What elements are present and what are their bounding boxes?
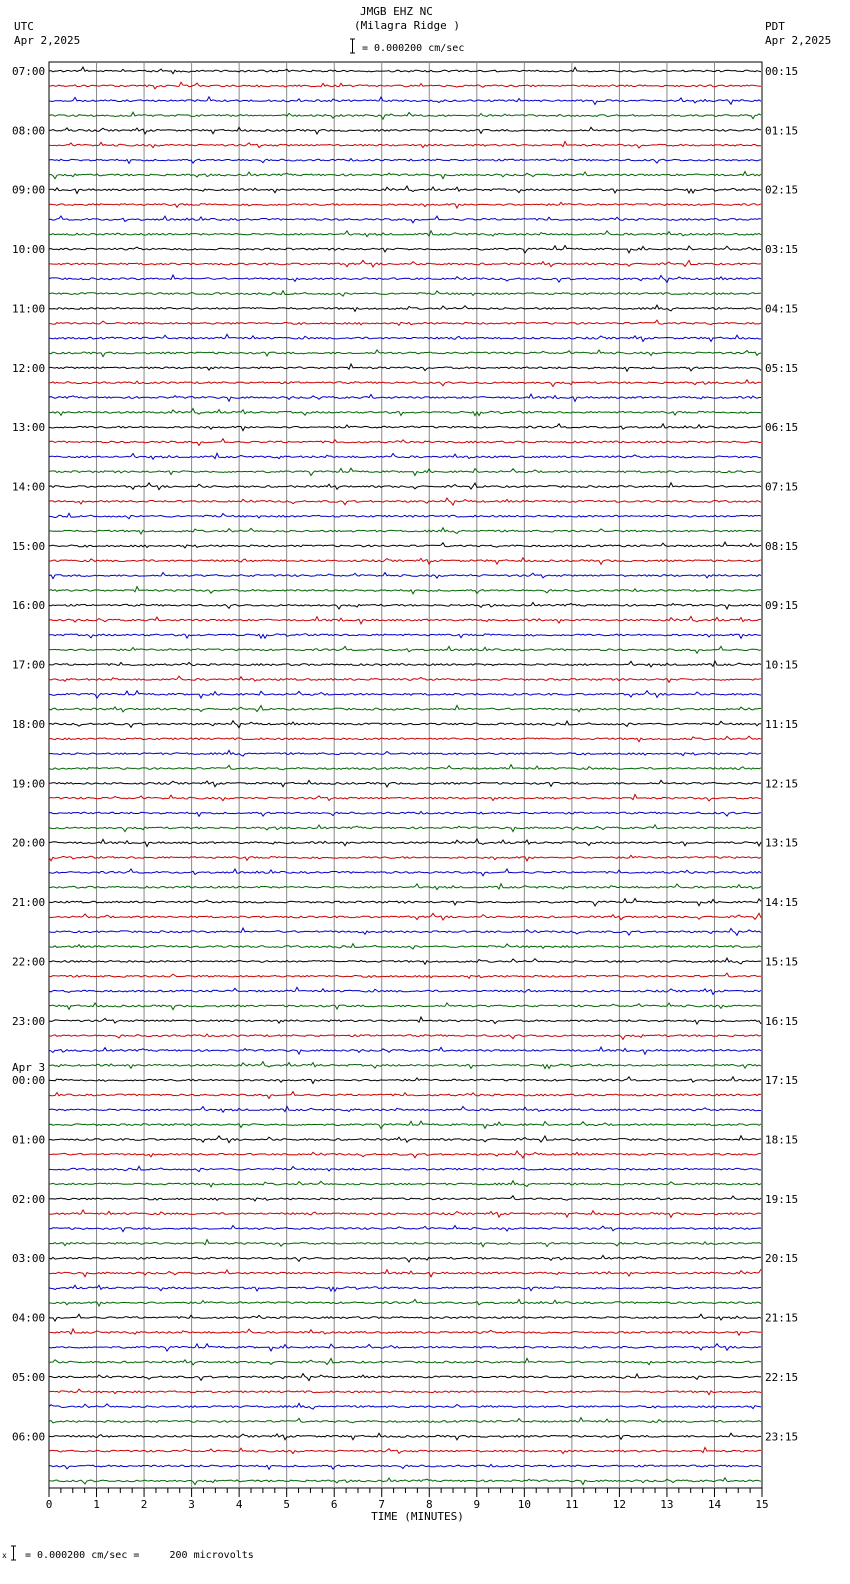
pdt-hour-label: 08:15 — [765, 539, 799, 553]
seismic-trace — [49, 1447, 761, 1453]
seismic-trace — [49, 705, 761, 712]
utc-hour-label: 09:00 — [12, 183, 46, 197]
pdt-hour-label: 13:15 — [765, 836, 799, 850]
pdt-hour-label: 23:15 — [765, 1430, 799, 1444]
seismic-trace — [49, 558, 761, 565]
seismic-trace — [49, 913, 761, 920]
seismic-trace — [49, 1226, 761, 1232]
seismic-trace — [49, 987, 761, 994]
seismic-trace — [49, 1166, 761, 1171]
seismic-trace — [49, 394, 761, 401]
seismic-trace — [49, 1106, 761, 1112]
seismic-trace — [49, 839, 761, 847]
utc-hour-label: 21:00 — [12, 896, 46, 910]
seismic-trace — [49, 1358, 761, 1365]
seismic-trace — [49, 202, 761, 208]
left-date-label: Apr 2,2025 — [14, 34, 81, 47]
seismic-trace — [49, 1464, 761, 1469]
x-tick-label: 13 — [660, 1498, 674, 1511]
seismic-trace — [49, 350, 761, 357]
utc-hour-label: 12:00 — [12, 361, 46, 375]
utc-hour-label: 11:00 — [12, 302, 46, 316]
date-change-label: Apr 3 — [12, 1061, 46, 1075]
x-tick-label: 0 — [45, 1498, 53, 1511]
utc-hour-label: 00:00 — [12, 1074, 46, 1088]
seismic-trace — [49, 186, 761, 194]
pdt-hour-label: 10:15 — [765, 658, 799, 672]
pdt-hour-label: 17:15 — [765, 1074, 799, 1088]
seismic-trace — [49, 1092, 761, 1099]
utc-hour-label: 07:00 — [12, 65, 46, 78]
seismic-trace — [49, 646, 761, 653]
x-tick-label: 3 — [188, 1498, 195, 1511]
utc-hour-label: 19:00 — [12, 777, 46, 791]
seismic-trace — [49, 794, 761, 801]
seismic-trace — [49, 216, 761, 223]
utc-hour-label: 23:00 — [12, 1014, 46, 1028]
seismic-trace — [49, 439, 761, 446]
utc-hour-label: 04:00 — [12, 1311, 46, 1325]
x-tick-label: 14 — [707, 1498, 722, 1511]
pdt-hour-label: 01:15 — [765, 124, 799, 138]
seismic-trace — [49, 780, 761, 787]
x-tick-label: 2 — [140, 1498, 148, 1511]
utc-hour-label: 16:00 — [12, 599, 46, 613]
utc-hour-label: 20:00 — [12, 836, 46, 850]
pdt-hour-label: 16:15 — [765, 1014, 799, 1028]
seismic-trace — [49, 409, 761, 416]
seismic-trace — [49, 1136, 761, 1143]
seismic-trace — [49, 364, 761, 371]
seismic-trace — [49, 869, 761, 876]
seismic-trace — [49, 1403, 761, 1409]
utc-hour-label: 22:00 — [12, 955, 46, 969]
seismic-trace — [49, 528, 761, 534]
seismic-trace — [49, 1151, 761, 1158]
pdt-hour-label: 03:15 — [765, 243, 799, 257]
seismic-trace — [49, 573, 761, 579]
utc-hour-label: 15:00 — [12, 539, 46, 553]
seismic-trace — [49, 275, 761, 283]
pdt-hour-label: 19:15 — [765, 1192, 799, 1206]
seismic-trace — [49, 676, 761, 682]
seismic-trace — [49, 825, 761, 832]
seismic-trace — [49, 616, 761, 624]
seismic-trace — [49, 424, 761, 431]
seismic-trace — [49, 483, 761, 490]
utc-hour-label: 17:00 — [12, 658, 46, 672]
seismic-trace — [49, 498, 761, 505]
seismic-trace — [49, 1077, 761, 1084]
right-timezone-label: PDT — [765, 20, 785, 33]
seismic-trace — [49, 1196, 761, 1201]
seismic-trace — [49, 1034, 761, 1039]
seismic-trace — [49, 1478, 761, 1485]
seismic-trace — [49, 127, 761, 134]
seismic-trace — [49, 1389, 761, 1395]
seismic-trace — [49, 750, 761, 756]
x-tick-label: 5 — [283, 1498, 290, 1511]
seismic-trace — [49, 334, 761, 341]
seismic-trace — [49, 172, 761, 179]
seismic-trace — [49, 1314, 761, 1321]
seismic-trace — [49, 1017, 761, 1024]
seismic-trace — [49, 468, 761, 475]
seismic-trace — [49, 973, 761, 978]
x-tick-label: 10 — [517, 1498, 531, 1511]
x-tick-label: 1 — [93, 1498, 100, 1511]
seismic-trace — [49, 260, 761, 267]
utc-hour-label: 03:00 — [12, 1252, 46, 1266]
seismic-trace — [49, 661, 761, 667]
seismic-trace — [49, 928, 761, 935]
seismic-trace — [49, 1181, 761, 1187]
pdt-hour-label: 07:15 — [765, 480, 799, 494]
seismic-trace — [49, 634, 761, 639]
seismic-trace — [49, 112, 761, 119]
pdt-hour-label: 04:15 — [765, 302, 799, 316]
seismic-trace — [49, 1374, 761, 1381]
utc-hour-label: 08:00 — [12, 124, 46, 138]
pdt-hour-label: 20:15 — [765, 1252, 799, 1266]
pdt-hour-label: 02:15 — [765, 183, 799, 197]
seismic-trace — [49, 602, 761, 609]
scale-bar-icon — [350, 39, 355, 53]
seismic-trace — [49, 305, 761, 311]
seismic-trace — [49, 1240, 761, 1247]
scale-label: = 0.000200 cm/sec — [362, 43, 465, 54]
seismic-trace — [49, 320, 761, 325]
x-tick-label: 6 — [330, 1498, 338, 1511]
seismic-trace — [49, 1329, 761, 1335]
seismic-trace — [49, 291, 761, 296]
x-axis-title: TIME (MINUTES) — [371, 1510, 464, 1523]
seismic-trace — [49, 1269, 761, 1277]
seismic-trace — [49, 1418, 761, 1423]
pdt-hour-label: 11:15 — [765, 717, 799, 731]
x-tick-label: 7 — [378, 1498, 386, 1511]
footer-mark: x — [2, 1551, 7, 1560]
x-tick-label: 8 — [425, 1498, 433, 1511]
x-tick-label: 4 — [235, 1498, 243, 1511]
pdt-hour-label: 09:15 — [765, 599, 799, 613]
utc-hour-label: 01:00 — [12, 1133, 46, 1147]
right-date-label: Apr 2,2025 — [765, 34, 832, 47]
calibration-bar-icon — [11, 1546, 16, 1560]
seismic-trace — [49, 67, 761, 74]
pdt-hour-label: 00:15 — [765, 65, 799, 78]
seismic-trace — [49, 587, 761, 594]
pdt-hour-label: 18:15 — [765, 1133, 799, 1147]
station-title: JMGB EHZ NC — [360, 5, 433, 18]
seismic-trace — [49, 884, 761, 890]
utc-hour-label: 05:00 — [12, 1370, 46, 1384]
seismic-trace — [49, 691, 761, 698]
seismic-trace — [49, 855, 761, 861]
seismic-trace — [49, 380, 761, 387]
seismic-trace — [49, 1003, 761, 1010]
seismic-trace — [49, 82, 761, 89]
seismic-trace — [49, 513, 761, 518]
seismic-trace — [49, 1344, 761, 1351]
seismic-trace — [49, 97, 761, 105]
plot-frame — [49, 62, 762, 1488]
seismic-trace — [49, 1299, 761, 1306]
utc-hour-label: 18:00 — [12, 717, 46, 731]
seismic-trace — [49, 721, 761, 728]
seismic-trace — [49, 958, 761, 964]
pdt-hour-label: 15:15 — [765, 955, 799, 969]
x-tick-label: 11 — [565, 1498, 579, 1511]
seismic-trace — [49, 944, 761, 949]
seismic-trace — [49, 736, 761, 742]
x-tick-label: 9 — [473, 1498, 481, 1511]
utc-hour-label: 14:00 — [12, 480, 46, 494]
pdt-hour-label: 05:15 — [765, 361, 799, 375]
seismic-trace — [49, 1285, 761, 1291]
seismic-trace — [49, 1047, 761, 1054]
calibration-label: = 0.000200 cm/sec = 200 microvolts — [25, 1550, 254, 1561]
seismic-trace — [49, 453, 761, 459]
seismic-trace — [49, 246, 761, 253]
pdt-hour-label: 22:15 — [765, 1370, 799, 1384]
x-tick-label: 12 — [612, 1498, 627, 1511]
utc-hour-label: 13:00 — [12, 421, 46, 435]
site-subtitle: (Milagra Ridge ) — [354, 19, 460, 32]
seismic-trace — [49, 231, 761, 237]
seismic-trace — [49, 141, 761, 148]
seismic-trace — [49, 159, 761, 164]
pdt-hour-label: 21:15 — [765, 1311, 799, 1325]
seismic-trace — [49, 899, 761, 906]
seismic-trace — [49, 542, 761, 548]
seismic-trace — [49, 1062, 761, 1069]
seismic-trace — [49, 1210, 761, 1217]
x-tick-label: 15 — [755, 1498, 769, 1511]
utc-hour-label: 02:00 — [12, 1192, 46, 1206]
seismic-trace — [49, 765, 761, 770]
pdt-hour-label: 14:15 — [765, 896, 799, 910]
pdt-hour-label: 12:15 — [765, 777, 799, 791]
seismic-trace — [49, 1121, 761, 1128]
seismic-trace — [49, 1255, 761, 1262]
seismic-trace — [49, 811, 761, 816]
utc-hour-label: 06:00 — [12, 1430, 46, 1444]
pdt-hour-label: 06:15 — [765, 421, 799, 435]
seismic-trace — [49, 1433, 761, 1440]
utc-hour-label: 10:00 — [12, 243, 46, 257]
left-timezone-label: UTC — [14, 20, 34, 33]
